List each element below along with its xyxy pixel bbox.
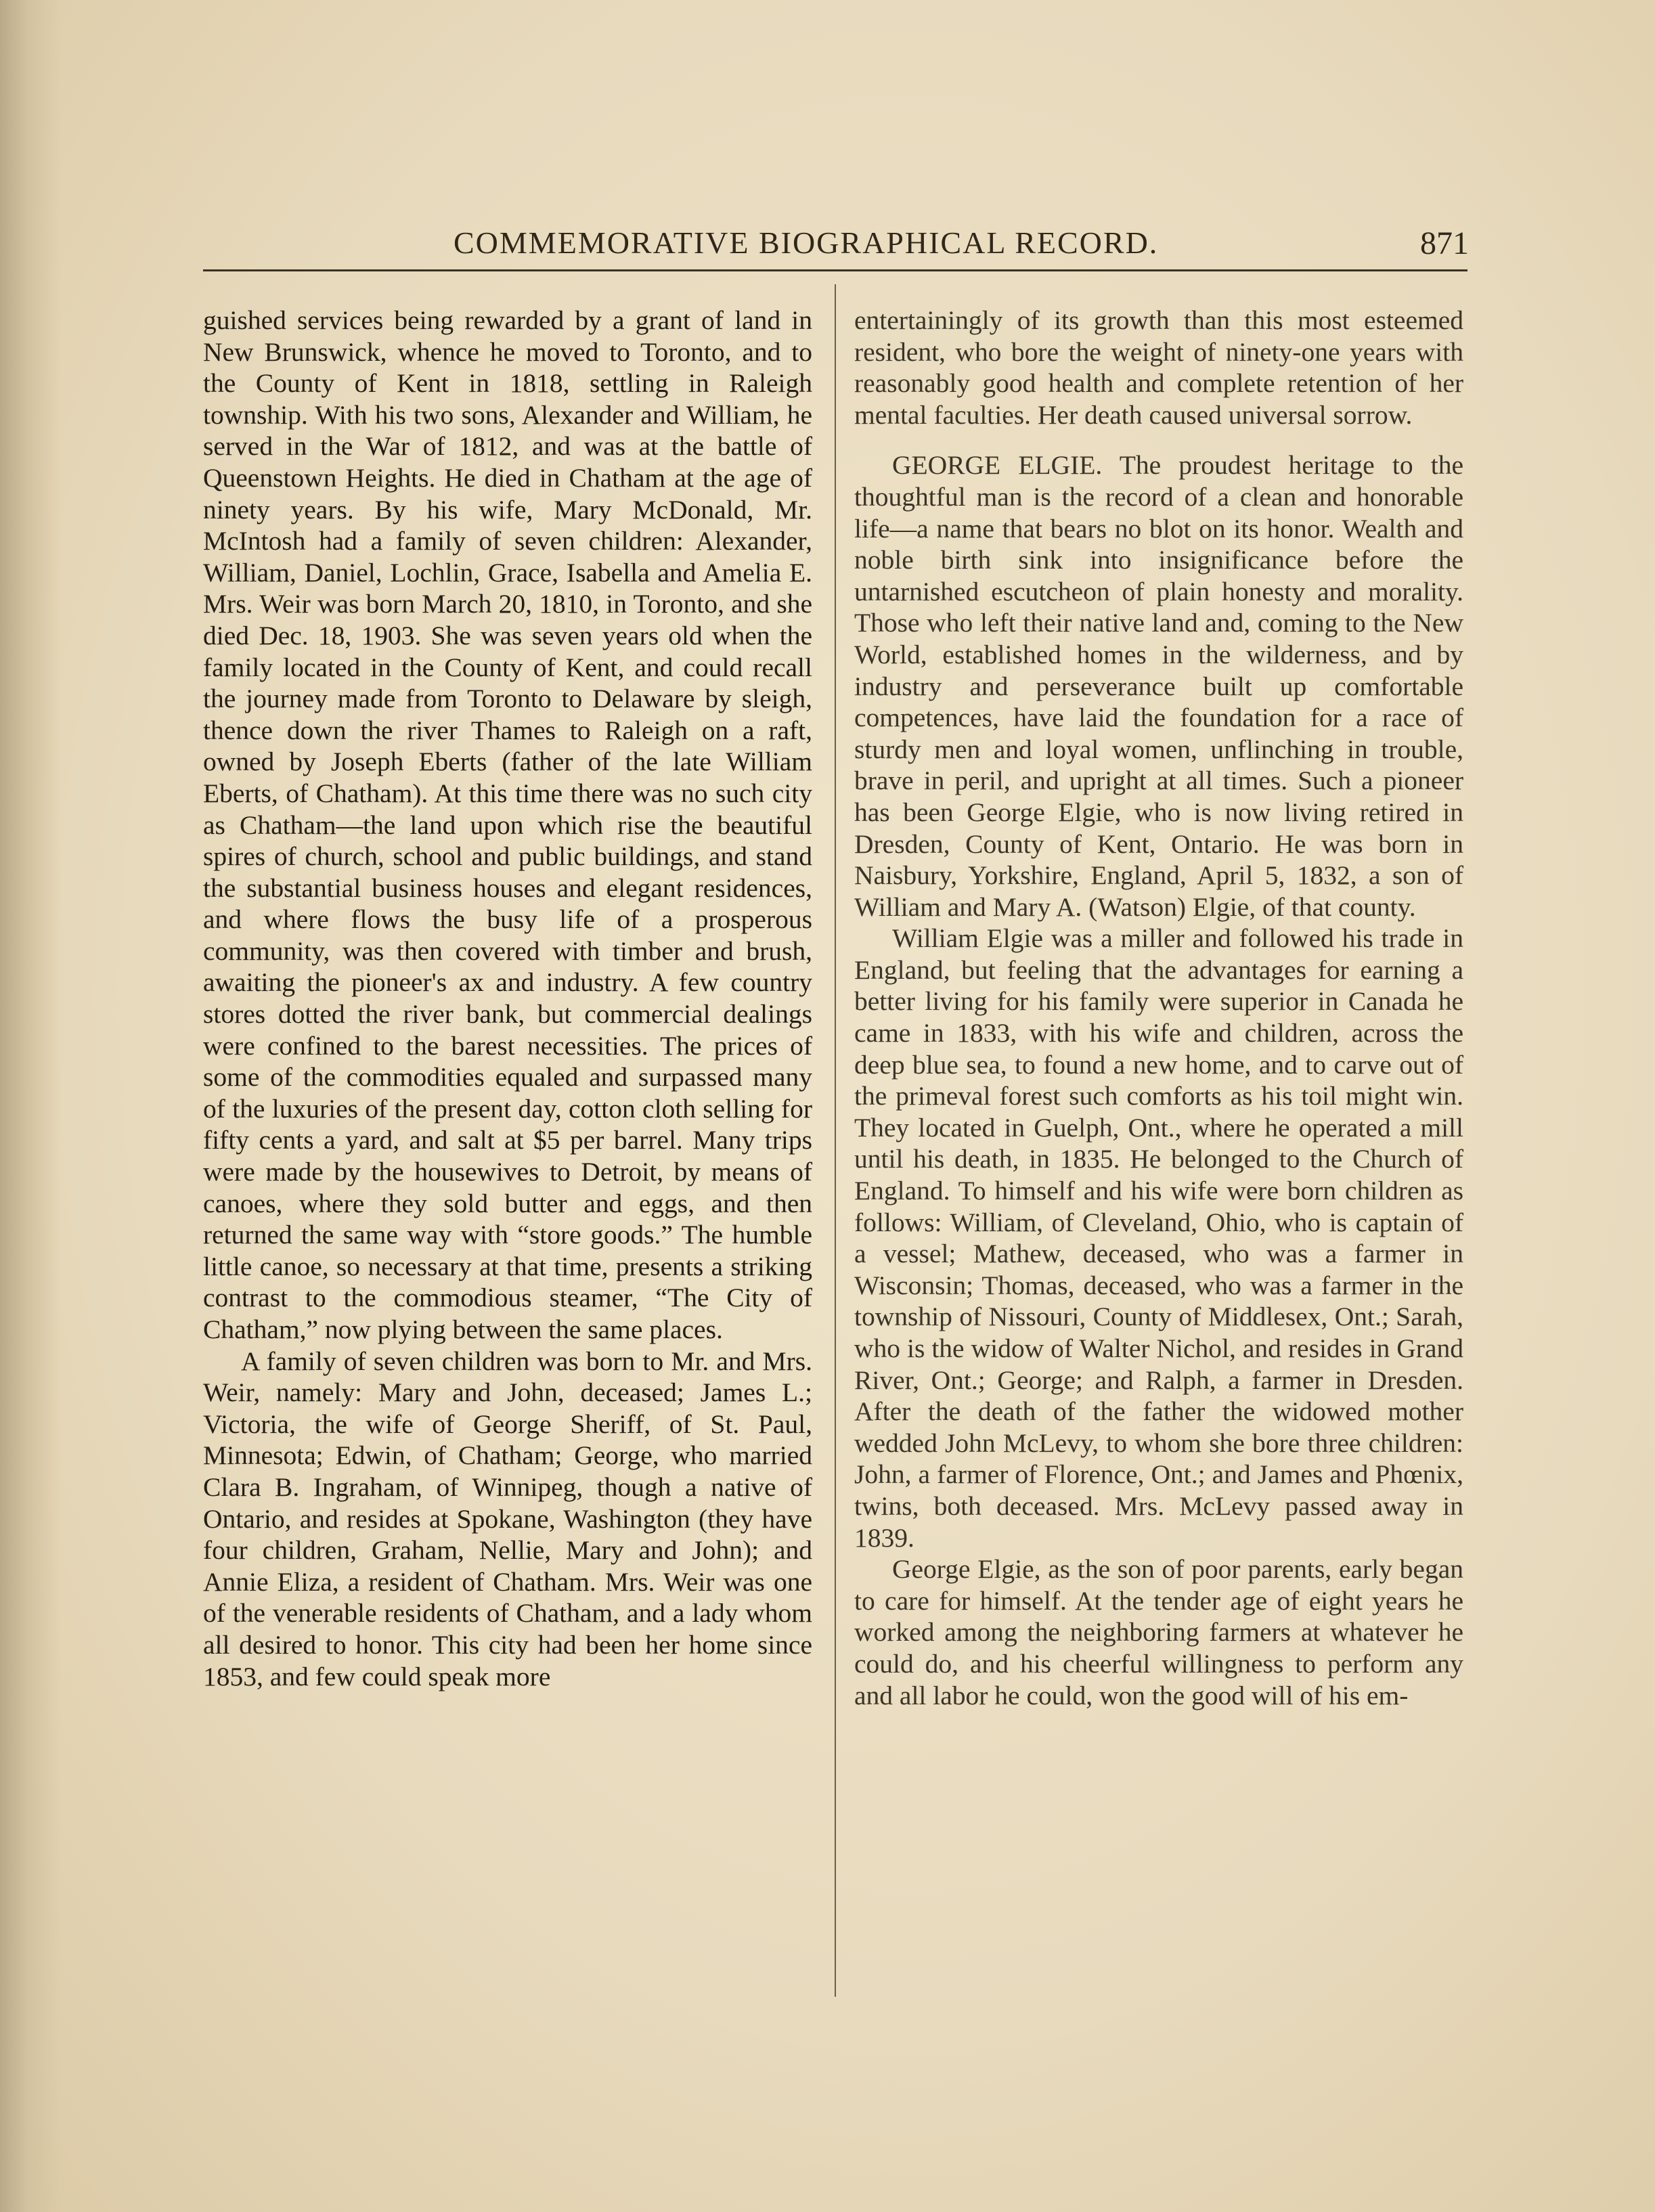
paragraph: A family of seven children was born to Mr. and Mrs. Weir, namely: Mary and John, deceased; James L.; Victoria, the wife of George Sheriff, of St. Paul, Minnesota; Edwin, of Chatham; George, who married Clara B. Ingraham, of Winnipeg, though a native of Ontario, and resides at Spokane, Washington (they have four children, Graham, Nellie, Mary and John); and Annie Eliza, a resident of Chatham. Mrs. Weir was one of the venerable residents of Chatham, and a lady whom all desired to honor. This city had been her home since 1853, and few could speak more — [203, 1346, 812, 1691]
binding-shadow — [0, 0, 61, 2212]
biography-heading-paragraph: GEORGE ELGIE. The proudest heritage to the thoughtful man is the record of a clean and honorable life—a name that bears no blot on its honor. Wealth and noble birth sink into insignificance before the untarnished escutcheon of plain honesty and morality. Those who left their native land and, coming to the New World, established homes in the wilderness, and by industry and perseverance built up comfortable competences, have laid the foundation for a race of sturdy men and loyal women, unflinching in trouble, brave in peril, and upright at all times. Such a pioneer has been George Elgie, who is now living retired in Dresden, County of Kent, Ontario. He was born in Naisbury, Yorkshire, England, April 5, 1832, a son of William and Mary A. (Watson) Elgie, of that county. — [854, 450, 1463, 922]
running-header — [203, 215, 1469, 269]
header-rule — [203, 269, 1468, 271]
right-column — [854, 305, 1463, 1711]
left-column — [203, 305, 812, 1692]
paragraph: entertainingly of its growth than this most esteemed resident, who bore the weight of ninety-one years with reasonably good health and complete retention of her mental faculties. Her death caused universal sorrow. — [854, 305, 1463, 430]
running-title: COMMEMORATIVE BIOGRAPHICAL RECORD. — [454, 225, 1159, 260]
page-number: 871 — [1420, 225, 1469, 261]
paragraph: George Elgie, as the son of poor parents, early began to care for himself. At the tender age of eight years he worked among the neighboring farmers at whatever he could do, and his cheerful willingness to perform any and all labor he could, won the good will of his em- — [854, 1554, 1463, 1710]
paragraph: guished services being rewarded by a grant of land in New Brunswick, whence he moved to Toronto, and to the County of Kent in 1818, settling in Raleigh township. With his two sons, Alexander and William, he served in the War of 1812, and was at the battle of Queenstown Heights. He died in Chatham at the age of ninety years. By his wife, Mary McDonald, Mr. McIntosh had a family of seven children: Alexander, William, Daniel, Lochlin, Grace, Isabella and Amelia E. Mrs. Weir was born March 20, 1810, in Toronto, and she died Dec. 18, 1903. She was seven years old when the family located in the County of Kent, and could recall the journey made from Toronto to Delaware by sleigh, thence down the river Thames to Raleigh on a raft, owned by Joseph Eberts (father of the late William Eberts, of Chatham). At this time there was no such city as Chatham—the land upon which rise the beautiful spires of church, school and public buildings, and stand the substantial business houses and elegant residences, and where flows the busy life of a prosperous community, was then covered with timber and brush, awaiting the pioneer's ax and industry. A few country stores dotted the river bank, but commercial dealings were confined to the barest necessities. The prices of some of the commodities equaled and surpassed many of the luxuries of the present day, cotton cloth selling for fifty cents a yard, and salt at $5 per barrel. Many trips were made by the housewives to Detroit, by means of canoes, where they sold butter and eggs, and then returned the same way with “store goods.” The humble little canoe, so necessary at that time, presents a striking contrast to the commodious steamer, “The City of Chatham,” now plying between the same places. — [203, 305, 812, 1344]
column-divider — [835, 284, 836, 1997]
paragraph: William Elgie was a miller and followed his trade in England, but feeling that the advantages for earning a better living for his family were superior in Canada he came in 1833, with his wife and children, across the deep blue sea, to found a new home, and to carve out of the primeval forest such comforts as his toil might win. They located in Guelph, Ont., where he operated a mill until his death, in 1835. He belonged to the Church of England. To himself and his wife were born children as follows: William, of Cleveland, Ohio, who is captain of a vessel; Mathew, deceased, who was a farmer in Wisconsin; Thomas, deceased, who was a farmer in the township of Nissouri, County of Middlesex, Ont.; Sarah, who is the widow of Walter Nichol, and resides in Grand River, Ont.; George; and Ralph, a farmer in Dresden. After the death of the father the widowed mother wedded John McLevy, to whom she bore three children: John, a farmer of Florence, Ont.; and James and Phœnix, twins, both deceased. Mrs. McLevy passed away in 1839. — [854, 923, 1463, 1553]
